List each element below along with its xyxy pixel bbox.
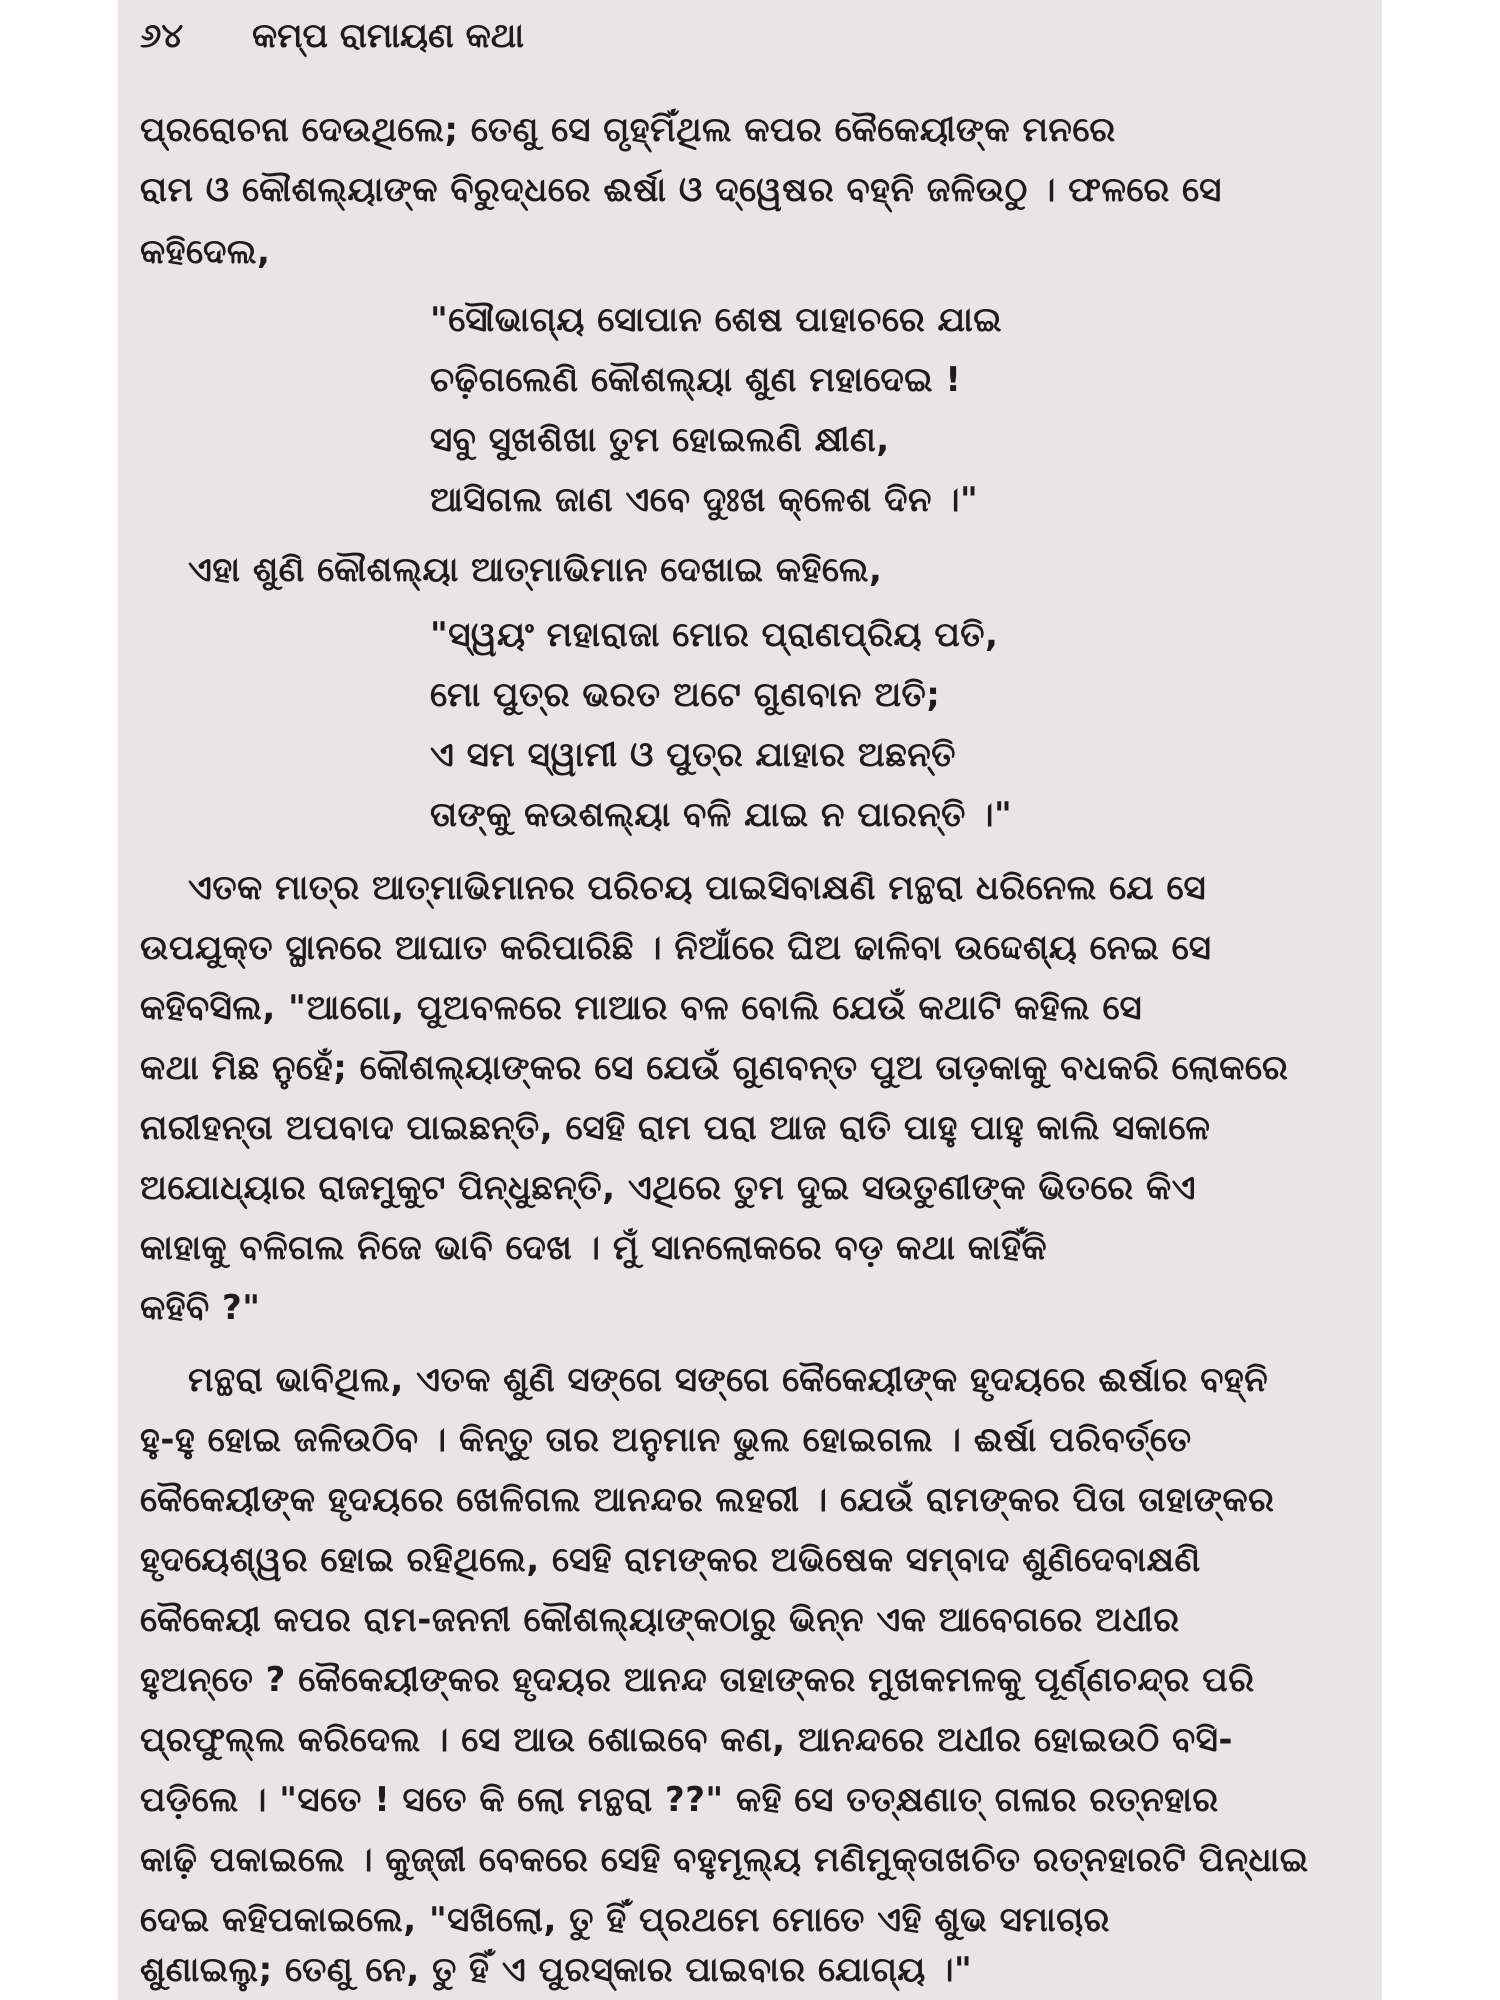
text-line: ପ୍ରରୋଚନା ଦେଉଥିଲେ; ତେଣୁ ସେ ଗୃହ୍ମିଁଥିଲ କପର କୈକେୟୀଙ୍କ ମନରେ <box>140 110 1116 150</box>
text-line: କହିବସିଲ, "ଆଗୋ, ପୁଅବଳରେ ମାଆର ବଳ ବୋଲି ଯେଉଁ କଥାଟି କହିଲ ସେ <box>140 988 1143 1028</box>
text-line: ଦେଇ କହିପକାଇଲେ, "ସଖିଲୋ, ତୁ ହିଁ ପ୍ରଥମେ ମୋତେ ଏହି ଶୁଭ ସମାଚାର <box>140 1900 1110 1940</box>
text-line: କହିବି ?" <box>140 1288 261 1328</box>
text-line: କୈକେୟୀ କପର ରାମ-ଜନନୀ କୌଶଲ୍ୟାଙ୍କଠାରୁ ଭିନ୍ନ ଏକ ଆବେଗରେ ଅଧୀର <box>140 1600 1180 1640</box>
text-line: ହୁଅନ୍ତେ ? କୈକେୟୀଙ୍କର ହୃଦୟର ଆନନ୍ଦ ତାହାଙ୍କର ମୁଖକମଳକୁ ପୂର୍ଣ୍ଣଚନ୍ଦ୍ର ପରି <box>140 1660 1255 1700</box>
verse-line: ଏ ସମ ସ୍ୱାମୀ ଓ ପୁତ୍ର ଯାହାର ଅଛନ୍ତି <box>430 735 956 775</box>
verse-line: "ସୌଭାଗ୍ୟ ସୋପାନ ଶେଷ ପାହାଚରେ ଯାଇ <box>430 300 1003 340</box>
page-number: ୬୪ <box>140 16 184 56</box>
text-line: ଅଯୋଧ୍ୟାର ରାଜମୁକୁଟ ପିନ୍ଧୁଛନ୍ତି, ଏଥିରେ ତୁମ ଦୁଇ ସଉତୁଣୀଙ୍କ ଭିତରେ କିଏ <box>140 1168 1196 1208</box>
verse-line: "ସ୍ୱୟଂ ମହାରାଜା ମୋର ପ୍ରାଣପ୍ରିୟ ପତି, <box>430 615 999 655</box>
verse-line: ସବୁ ସୁଖଶିଖା ତୁମ ହୋଇଲଣି କ୍ଷୀଣ, <box>430 420 890 460</box>
verse-line: ମୋ ପୁତ୍ର ଭରତ ଅଟେ ଗୁଣବାନ ଅତି; <box>430 675 941 715</box>
verse-line: ତାଙ୍କୁ କଉଶଲ୍ୟା ବଳି ଯାଇ ନ ପାରନ୍ତି ।" <box>430 795 1013 835</box>
text-line: ଏହା ଶୁଣି କୌଶଲ୍ୟା ଆତ୍ମାଭିମାନ ଦେଖାଇ କହିଲେ, <box>188 550 883 590</box>
text-line: ଉପଯୁକ୍ତ ସ୍ଥାନରେ ଆଘାତ କରିପାରିଛି । ନିଆଁରେ ଘିଅ ଢାଳିବା ଉଦ୍ଦେଶ୍ୟ ନେଇ ସେ <box>140 928 1212 968</box>
text-line: ଏତକ ମାତ୍ର ଆତ୍ମାଭିମାନର ପରିଚୟ ପାଇସିବାକ୍ଷଣି ମନ୍ଥରା ଧରିନେଲ ଯେ ସେ <box>188 868 1207 908</box>
text-line: କହିଦେଲ, <box>140 232 271 272</box>
book-page <box>118 0 1382 2000</box>
verse-line: ଚଢ଼ିଗଲେଣି କୌଶଲ୍ୟା ଶୁଣ ମହାଦେଇ ! <box>430 360 962 400</box>
text-line: ପ୍ରଫୁଲ୍ଲ କରିଦେଲ । ସେ ଆଉ ଶୋଇବେ କଣ, ଆନନ୍ଦରେ ଅଧୀର ହୋଇଉଠି ବସି- <box>140 1720 1234 1760</box>
text-line: ରାମ ଓ କୌଶଲ୍ୟାଙ୍କ ବିରୁଦ୍ଧରେ ଈର୍ଷା ଓ ଦ୍ୱେଷର ବହ୍ନି ଜଳିଉଠୁ । ଫଳରେ ସେ <box>140 170 1222 210</box>
text-line: ହୁ-ହୁ ହୋଇ ଜଳିଉଠିବ । କିନ୍ତୁ ତାର ଅନୁମାନ ଭୁଲ ହୋଇଗଲ । ଈର୍ଷା ପରିବର୍ତ୍ତେ <box>140 1420 1192 1460</box>
text-line: ଶୁଣାଇଲୁ; ତେଣୁ ନେ, ତୁ ହିଁ ଏ ପୁରସ୍କାର ପାଇବାର ଯୋଗ୍ୟ ।" <box>140 1950 973 1990</box>
text-line: କାହାକୁ ବଳିଗଲ ନିଜେ ଭାବି ଦେଖ । ମୁଁ ସାନଲୋକରେ ବଡ଼ କଥା କାହିଁକି <box>140 1228 1048 1268</box>
page-header <box>140 8 524 64</box>
text-line: କଥା ମିଛ ନୁହେଁ; କୌଶଲ୍ୟାଙ୍କର ସେ ଯେଉଁ ଗୁଣବନ୍ତ ପୁଅ ତାଡ଼କାକୁ ବଧକରି ଲୋକରେ <box>140 1048 1289 1088</box>
text-line: ହୃଦୟେଶ୍ୱର ହୋଇ ରହିଥିଲେ, ସେହି ରାମଙ୍କର ଅଭିଷେକ ସମ୍ବାଦ ଶୁଣିଦେବାକ୍ଷଣି <box>140 1540 1201 1580</box>
text-line: ନାରୀହନ୍ତା ଅପବାଦ ପାଇଛନ୍ତି, ସେହି ରାମ ପରା ଆଜ ରାତି ପାହୁ ପାହୁ କାଲି ସକାଳେ <box>140 1108 1211 1148</box>
verse-line: ଆସିଗଲ ଜାଣ ଏବେ ଦୁଃଖ କ୍ଳେଶ ଦିନ ।" <box>430 480 979 520</box>
text-line: ପଡ଼ିଲେ । "ସତେ ! ସତେ କି ଲୋ ମନ୍ଥରା ??" କହି ସେ ତତ୍କ୍ଷଣାତ୍ ଗଳାର ରତ୍ନହାର <box>140 1780 1219 1820</box>
running-title: କମ୍ପ ରାମାୟଣ କଥା <box>252 16 524 56</box>
text-line: ମନ୍ଥରା ଭାବିଥିଲ, ଏତକ ଶୁଣି ସଙ୍ଗେ ସଙ୍ଗେ କୈକେୟୀଙ୍କ ହୃଦୟରେ ଈର୍ଷାର ବହ୍ନି <box>188 1360 1269 1400</box>
text-line: କାଢ଼ି ପକାଇଲେ । କୁଜ୍ଜୀ ବେକରେ ସେହି ବହୁମୂଲ୍ୟ ମଣିମୁକ୍ତାଖଚିତ ରତ୍ନହାରଟି ପିନ୍ଧାଇ <box>140 1840 1309 1880</box>
text-line: କୈକେୟୀଙ୍କ ହୃଦୟରେ ଖେଳିଗଲ ଆନନ୍ଦର ଲହରୀ । ଯେଉଁ ରାମଙ୍କର ପିତା ତାହାଙ୍କର <box>140 1480 1275 1520</box>
